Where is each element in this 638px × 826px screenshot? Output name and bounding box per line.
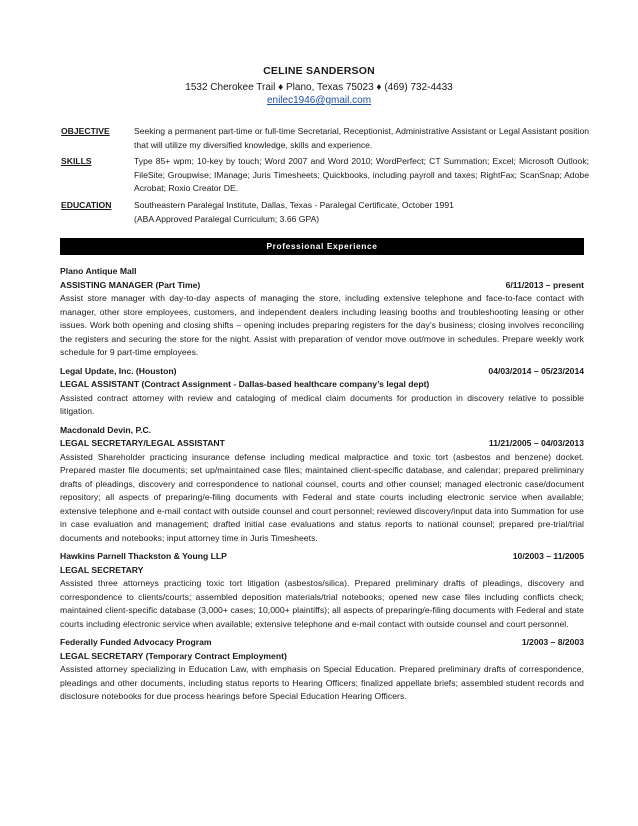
job-title-row bbox=[60, 437, 584, 451]
job-title: LEGAL ASSISTANT (Contract Assignment - Dallas-based healthcare company’s legal dept) bbox=[60, 379, 430, 389]
job-dates: 10/2003 – 11/2005 bbox=[512, 551, 584, 561]
objective-text: Seeking a permanent part-time or full-time Secretarial, Receptionist, Administrative Assistant or Legal Assistant position that will utilize my diversified knowledge, skills and experience. bbox=[134, 126, 589, 150]
objective-label: OBJECTIVE bbox=[61, 126, 110, 136]
skills-label: SKILLS bbox=[61, 156, 92, 166]
job-description: Assisted contract attorney with review and cataloging of medical claim documents for production in discovery relative to possible litigation. bbox=[60, 392, 584, 416]
job-dates: 6/11/2013 – present bbox=[505, 279, 584, 290]
job-employer: Macdonald Devin, P.C. bbox=[60, 424, 152, 435]
job-description: Assist store manager with day-to-day aspects of managing the store, including extensive telephone and face-to-face contact with manager, other store employees, customers, and independent dealers including leasing booths and troubleshooting leasing or other issues. Work both opening and closing shifts – opening includes preparing registers for the day’s business; closing involves reconciling the registers and securing the store for the night. Assist with preparation of vendor move out/move in schedules. Prepare weekly work schedule for 9 part-time employees. bbox=[60, 293, 584, 357]
job-title-row bbox=[60, 279, 584, 293]
experience-banner: Professional Experience bbox=[60, 238, 584, 255]
job-entry bbox=[60, 636, 584, 704]
education-text bbox=[134, 199, 589, 226]
job-description: Assisted attorney specializing in Education Law, with emphasis on Special Education. Prepared preliminary drafts of correspondence, pleadings and other documents, including status reports to Hearing Officers; finalized appellate briefs; assembled student records and disclosure notebooks for due process hearings before Special Education Hearing Officers. bbox=[60, 664, 584, 701]
education-line-1: Southeastern Paralegal Institute, Dallas, Texas - Paralegal Certificate, October 1991 bbox=[134, 200, 454, 210]
job-entry bbox=[60, 424, 584, 546]
job-description: Assisted three attorneys practicing toxic tort litigation (asbestos/silica). Prepared preliminary drafts of pleadings, discovery and correspondence to clients/courts; assembled deposition materials/trial notebooks; opened new case files including conflicts check; maintained client-specific database (3,000+ cases; 10,000+ plaintiffs); all aspects of preparing/e-filing documents with Federal and state courts including electronic service when available; extensive telephone and e-mail contact with outside counsel and court personnel. bbox=[60, 578, 584, 629]
job-entry bbox=[60, 365, 584, 419]
job-entry bbox=[60, 550, 584, 631]
job-dates: 1/2003 – 8/2003 bbox=[521, 637, 584, 647]
education-label: EDUCATION bbox=[61, 200, 112, 210]
experience-list bbox=[60, 265, 584, 709]
job-title: LEGAL SECRETARY/LEGAL ASSISTANT bbox=[60, 438, 225, 448]
contact-address: 1532 Cherokee Trail ♦ Plano, Texas 75023 ♦ (469) 732-4433 bbox=[185, 82, 453, 93]
job-employer-row bbox=[60, 636, 584, 650]
education-line-2: (ABA Approved Paralegal Curriculum; 3.66 GPA) bbox=[134, 213, 320, 224]
contact-email-link[interactable]: enilec1946@gmail.com bbox=[266, 95, 372, 106]
job-employer-row bbox=[60, 365, 584, 379]
job-title: LEGAL SECRETARY (Temporary Contract Employment) bbox=[60, 650, 287, 661]
job-employer: Hawkins Parnell Thackston & Young LLP bbox=[60, 551, 227, 561]
job-employer-row bbox=[60, 550, 584, 564]
job-dates: 11/21/2005 – 04/03/2013 bbox=[488, 438, 584, 448]
job-employer: Plano Antique Mall bbox=[60, 266, 137, 276]
job-description: Assisted Shareholder practicing insurance defense including medical malpractice and toxic tort (asbestos and benzene) docket. Prepared master file documents; set up/maintained case files; maintained client-specific database, and calendar; prepared preliminary drafts of pleadings, discovery and correspondence to national counsel, courts and other counsel; managed electronic case/document repository; all aspects of preparing/e-filing documents with Federal and state courts including electronic service when available; extensive telephone and e-mail contact with outside counsel and court personnel; reviewed discovery/input data into Summation for use in case evaluation and management; drafted initial case evaluations and status reports to national counsel; prepared pre-trial/trial documents and notebooks; input attorney time in Juris Timesheets. bbox=[60, 451, 584, 543]
candidate-name: CELINE SANDERSON bbox=[263, 65, 375, 77]
skills-text: Type 85+ wpm; 10-key by touch; Word 2007 and Word 2010; WordPerfect; CT Summation; Excel; Microsoft Outlook; FileSite; Groupwise; IManage; Juris Timesheets; Quickbooks, including payroll and taxes; RightFax; ScanSnap; Adobe Acrobat; Roxio Creator DE. bbox=[134, 156, 589, 194]
job-dates: 04/03/2014 – 05/23/2014 bbox=[488, 365, 584, 376]
job-title: LEGAL SECRETARY bbox=[60, 564, 144, 575]
job-employer: Federally Funded Advocacy Program bbox=[60, 637, 212, 647]
job-title: ASSISTING MANAGER (Part Time) bbox=[60, 279, 201, 290]
job-entry bbox=[60, 265, 584, 360]
resume-header bbox=[0, 64, 638, 107]
job-employer: Legal Update, Inc. (Houston) bbox=[60, 365, 177, 376]
